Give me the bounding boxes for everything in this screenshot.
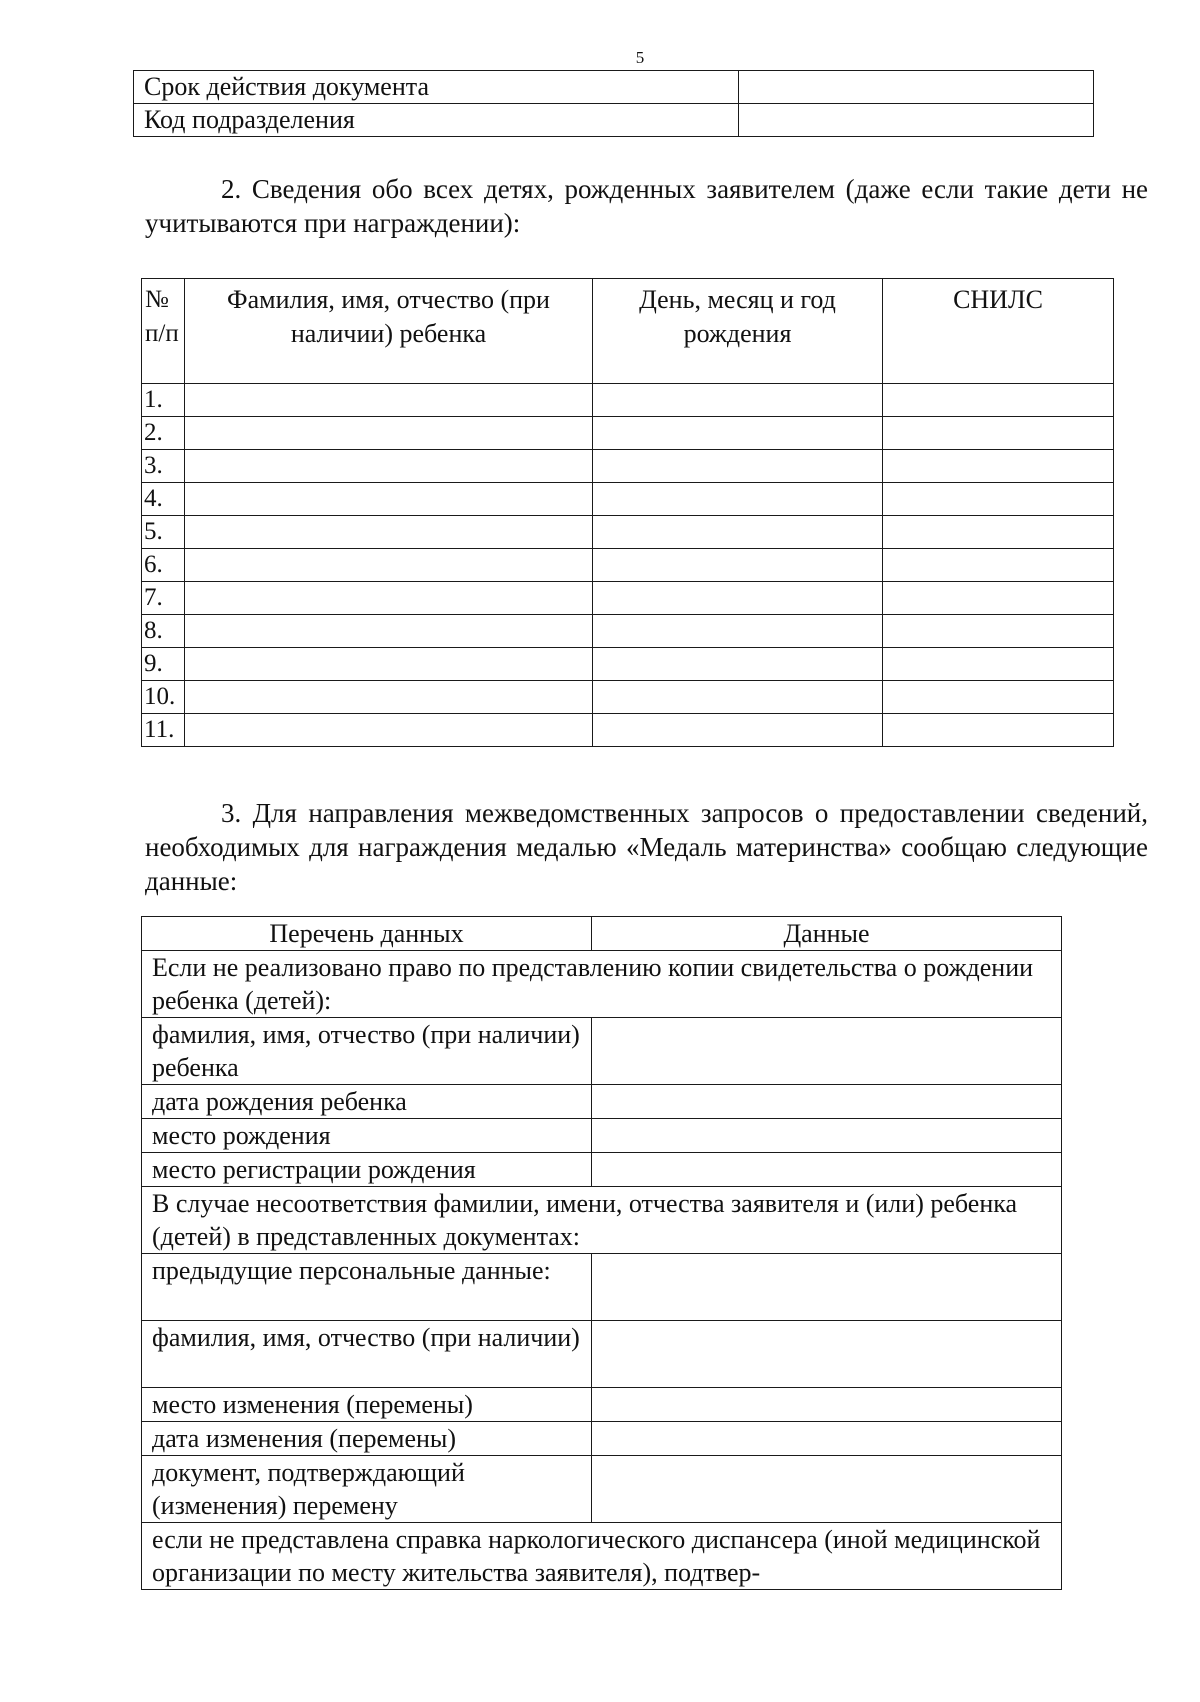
data-table <box>141 916 1062 1590</box>
table-row <box>142 1388 1062 1422</box>
child-birth-cell[interactable] <box>593 483 883 516</box>
child-snils-cell[interactable] <box>883 615 1114 648</box>
child-snils-cell[interactable] <box>883 714 1114 747</box>
child-snils-cell[interactable] <box>883 483 1114 516</box>
passport-table <box>133 70 1094 137</box>
table-row <box>134 71 1094 104</box>
child-name-cell[interactable] <box>185 582 593 615</box>
child-snils-cell[interactable] <box>883 516 1114 549</box>
table-row <box>142 714 1114 747</box>
table-row <box>142 1119 1062 1153</box>
birth-registration-place-label: место регистрации рождения <box>142 1153 592 1187</box>
change-document-label: документ, подтверждающий (изменения) перемену <box>142 1456 592 1523</box>
child-snils-cell[interactable] <box>883 417 1114 450</box>
passport-value-division-code[interactable] <box>739 104 1094 137</box>
header-list: Перечень данных <box>142 917 592 951</box>
table-row <box>142 1422 1062 1456</box>
row-number: 5. <box>142 516 185 549</box>
change-date-value[interactable] <box>592 1422 1062 1456</box>
previous-personal-data-value[interactable] <box>592 1254 1062 1321</box>
child-name-cell[interactable] <box>185 417 593 450</box>
group-title-row <box>142 1187 1062 1254</box>
child-birth-date-label: дата рождения ребенка <box>142 1085 592 1119</box>
group-title-row <box>142 1523 1062 1590</box>
birth-registration-place-value[interactable] <box>592 1153 1062 1187</box>
table-row <box>142 582 1114 615</box>
previous-personal-data-label: предыдущие персональные данные: <box>142 1254 592 1321</box>
change-date-label: дата изменения (перемены) <box>142 1422 592 1456</box>
row-number: 11. <box>142 714 185 747</box>
header-num: № п/п <box>142 279 185 384</box>
passport-label-validity: Срок действия документа <box>134 71 739 104</box>
table-row <box>142 483 1114 516</box>
child-birth-cell[interactable] <box>593 582 883 615</box>
child-name-cell[interactable] <box>185 516 593 549</box>
passport-label-division-code: Код подразделения <box>134 104 739 137</box>
table-row <box>142 450 1114 483</box>
row-number: 10. <box>142 681 185 714</box>
section-3-paragraph: 3. Для направления межведомственных запросов о предоставлении сведений, необходимых для награждения медалью «Медаль материнства» сообщаю следующие данные: <box>145 798 1148 896</box>
child-birth-cell[interactable] <box>593 417 883 450</box>
child-birth-cell[interactable] <box>593 516 883 549</box>
table-row <box>142 1321 1062 1388</box>
row-number: 3. <box>142 450 185 483</box>
row-number: 6. <box>142 549 185 582</box>
children-table-header <box>142 279 1114 384</box>
child-name-cell[interactable] <box>185 549 593 582</box>
row-number: 8. <box>142 615 185 648</box>
table-row <box>142 615 1114 648</box>
data-table-header <box>142 917 1062 951</box>
table-row <box>142 384 1114 417</box>
child-birth-date-value[interactable] <box>592 1085 1062 1119</box>
change-place-value[interactable] <box>592 1388 1062 1422</box>
full-name-label: фамилия, имя, отчество (при наличии) <box>142 1321 592 1388</box>
child-birth-cell[interactable] <box>593 450 883 483</box>
passport-value-validity[interactable] <box>739 71 1094 104</box>
child-name-cell[interactable] <box>185 681 593 714</box>
table-row <box>142 1085 1062 1119</box>
table-row <box>142 417 1114 450</box>
full-name-value[interactable] <box>592 1321 1062 1388</box>
child-birth-cell[interactable] <box>593 648 883 681</box>
header-snils: СНИЛС <box>883 279 1114 384</box>
table-row <box>142 1456 1062 1523</box>
table-row <box>142 681 1114 714</box>
child-name-cell[interactable] <box>185 483 593 516</box>
group-2-title: В случае несоответствия фамилии, имени, отчества заявителя и (или) ребенка (детей) в представленных документах: <box>142 1187 1062 1254</box>
child-birth-cell[interactable] <box>593 384 883 417</box>
row-number: 2. <box>142 417 185 450</box>
header-data: Данные <box>592 917 1062 951</box>
table-row <box>142 648 1114 681</box>
child-name-cell[interactable] <box>185 648 593 681</box>
header-birth: День, месяц и год рождения <box>593 279 883 384</box>
child-birth-cell[interactable] <box>593 714 883 747</box>
child-snils-cell[interactable] <box>883 384 1114 417</box>
group-title-row <box>142 951 1062 1018</box>
table-row <box>142 549 1114 582</box>
child-birth-cell[interactable] <box>593 681 883 714</box>
table-row <box>142 1254 1062 1321</box>
page-number: 5 <box>635 48 645 67</box>
table-row <box>134 104 1094 137</box>
group-3-title: если не представлена справка наркологического диспансера (иной медицинской организации по месту жительства заявителя), подтвер- <box>142 1523 1062 1590</box>
child-birth-cell[interactable] <box>593 615 883 648</box>
child-full-name-value[interactable] <box>592 1018 1062 1085</box>
row-number: 1. <box>142 384 185 417</box>
child-name-cell[interactable] <box>185 714 593 747</box>
row-number: 4. <box>142 483 185 516</box>
section-2-paragraph: 2. Сведения обо всех детях, рожденных заявителем (даже если такие дети не учитываются при награждении): <box>145 174 1148 238</box>
group-1-title: Если не реализовано право по представлению копии свидетельства о рождении ребенка (детей): <box>142 951 1062 1018</box>
child-name-cell[interactable] <box>185 384 593 417</box>
table-row <box>142 1153 1062 1187</box>
children-rows <box>142 384 1114 747</box>
child-snils-cell[interactable] <box>883 648 1114 681</box>
row-number: 9. <box>142 648 185 681</box>
child-name-cell[interactable] <box>185 615 593 648</box>
child-snils-cell[interactable] <box>883 582 1114 615</box>
change-place-label: место изменения (перемены) <box>142 1388 592 1422</box>
child-full-name-label: фамилия, имя, отчество (при наличии) ребенка <box>142 1018 592 1085</box>
table-row <box>142 516 1114 549</box>
child-birth-cell[interactable] <box>593 549 883 582</box>
change-document-value[interactable] <box>592 1456 1062 1523</box>
table-row <box>142 1018 1062 1085</box>
children-table <box>141 278 1114 747</box>
child-snils-cell[interactable] <box>883 450 1114 483</box>
birth-place-value[interactable] <box>592 1119 1062 1153</box>
child-snils-cell[interactable] <box>883 549 1114 582</box>
child-name-cell[interactable] <box>185 450 593 483</box>
row-number: 7. <box>142 582 185 615</box>
child-snils-cell[interactable] <box>883 681 1114 714</box>
header-name: Фамилия, имя, отчество (при наличии) ребенка <box>185 279 593 384</box>
birth-place-label: место рождения <box>142 1119 592 1153</box>
